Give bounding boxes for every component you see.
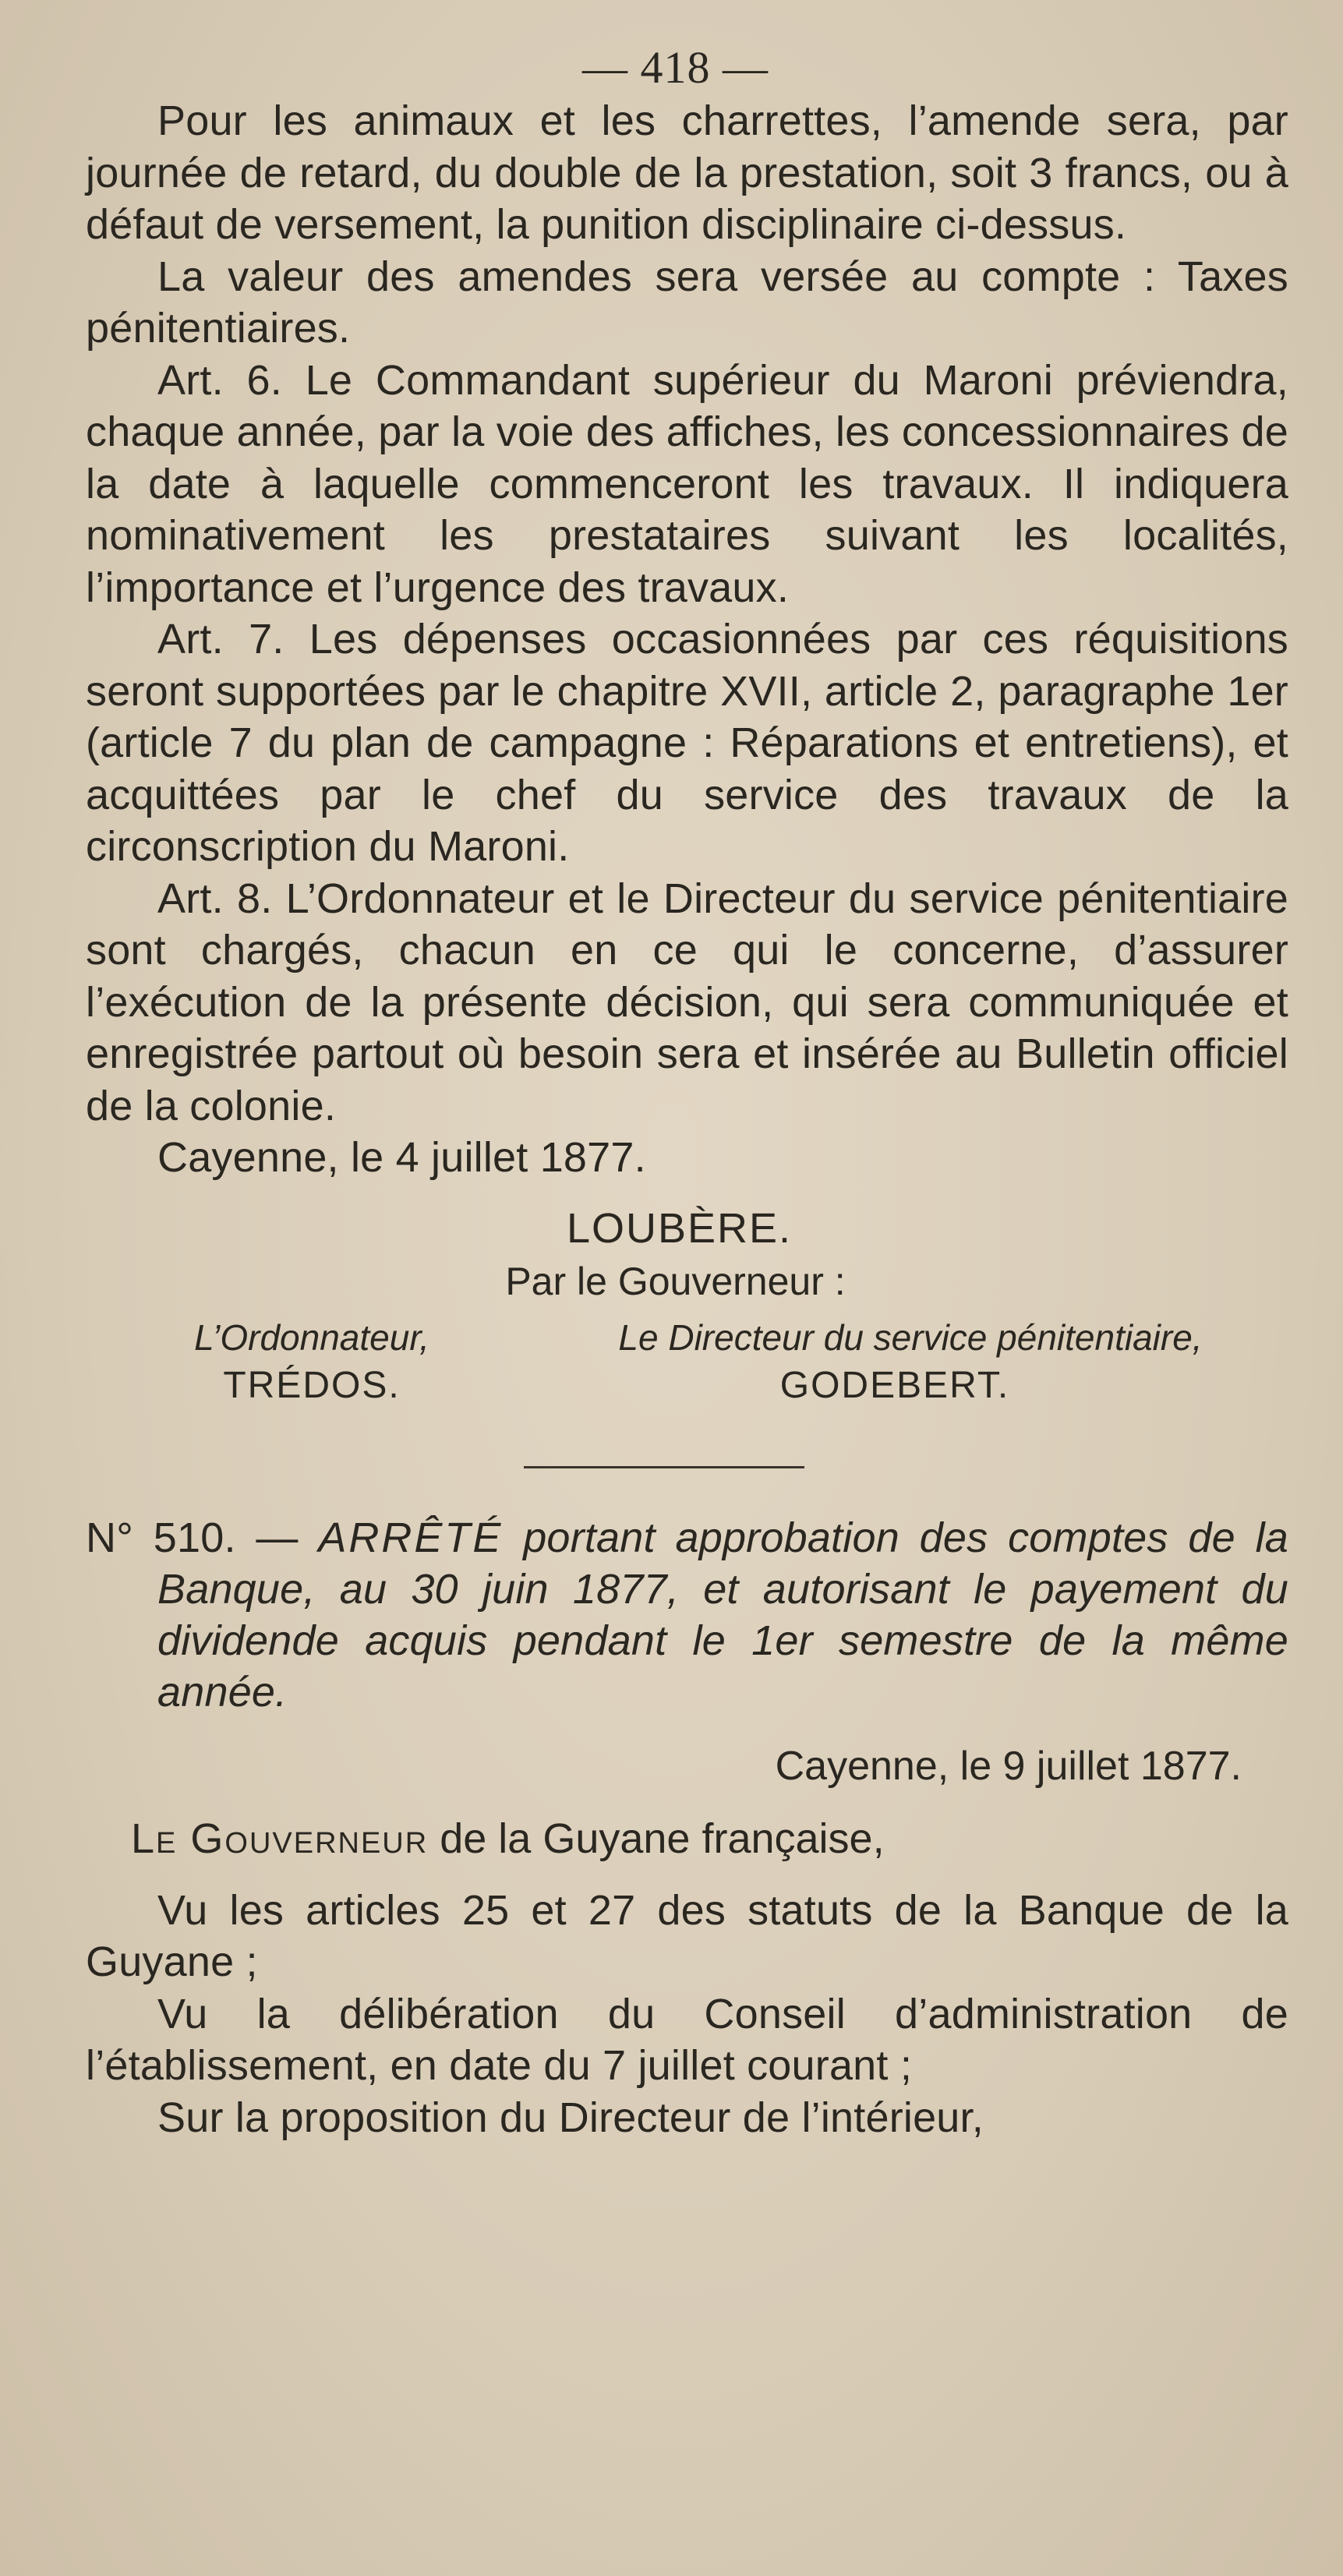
countersign-names [86, 1362, 1288, 1410]
countersign-titles [86, 1313, 1288, 1362]
paragraph-vu-deliberation: Vu la délibération du Conseil d’administration de l’établissement, en date du 7 juillet courant ; [86, 1990, 1288, 2089]
governor-rest: de la Guyane française, [440, 1815, 885, 1862]
page-number: — 418 — [582, 42, 769, 93]
paragraph-article-7: Art. 7. Les dépenses occasionnées par ces réquisitions seront supportées par le chapitre XVII, article 2, paragraphe 1er (article 7 du plan de campagne : Réparations et entretiens), et acquittées par le chef du service des travaux de la circonscription du Maroni. [86, 616, 1288, 870]
top-text-block [86, 95, 1288, 1184]
paragraph-proposition: Sur la proposition du Directeur de l’intérieur, [157, 2094, 984, 2141]
arrete-title: portant approbation des comptes de la Banque, au 30 juin 1877, et autorisant le payement du dividende acquis pendant le 1er semestre de la même année. [157, 1514, 1289, 1716]
directeur-name: GODEBERT. [779, 1364, 1010, 1406]
paragraph-article-8: Art. 8. L’Ordonnateur et le Directeur du service pénitentiaire sont chargés, chacun en ce qui le concerne, d’assurer l’exécution de la présente décision, qui sera communiquée et enregistrée partout où besoin sera et insérée au Bulletin officiel de la colonie. [86, 875, 1288, 1129]
arrete-keyword: ARRÊTÉ [318, 1514, 504, 1561]
arrete-dateline: Cayenne, le 9 juillet 1877. [775, 1743, 1242, 1789]
signatory-by-line: Par le Gouverneur : [505, 1259, 846, 1303]
section-divider [524, 1466, 804, 1468]
directeur-title: Le Directeur du service pénitentiaire, [618, 1316, 1203, 1358]
governor-prefix: Le Gouverneur [131, 1815, 429, 1862]
signatory-name: LOUBÈRE. [566, 1204, 793, 1252]
ordonnateur-name: TRÉDOS. [223, 1364, 401, 1406]
paragraph-amende-animaux: Pour les animaux et les charrettes, l’amende sera, par journée de retard, du double de la prestation, soit 3 francs, ou à défaut de versement, la punition disciplinaire ci-dessus. [86, 97, 1288, 248]
place-date-line: Cayenne, le 4 juillet 1877. [157, 1134, 646, 1181]
arrete-heading [86, 1512, 1288, 1718]
signature-block [86, 1203, 1288, 1410]
paragraph-vu-statuts: Vu les articles 25 et 27 des statuts de la Banque de la Guyane ; [86, 1886, 1288, 1985]
arrete-number: N° 510. — [86, 1514, 299, 1561]
paragraph-article-6: Art. 6. Le Commandant supérieur du Maroni préviendra, chaque année, par la voie des affiches, les concessionnaires de la date à laquelle commenceront les travaux. Il indiquera nominativement les prestataires suivant les localités, l’importance et l’urgence des travaux. [86, 356, 1288, 611]
arrete-block [86, 1512, 1288, 2144]
ordonnateur-title: L’Ordonnateur, [194, 1316, 429, 1358]
governor-line [86, 1813, 1288, 1864]
paragraph-valeur-amendes: La valeur des amendes sera versée au compte : Taxes pénitentiaires. [86, 253, 1288, 352]
